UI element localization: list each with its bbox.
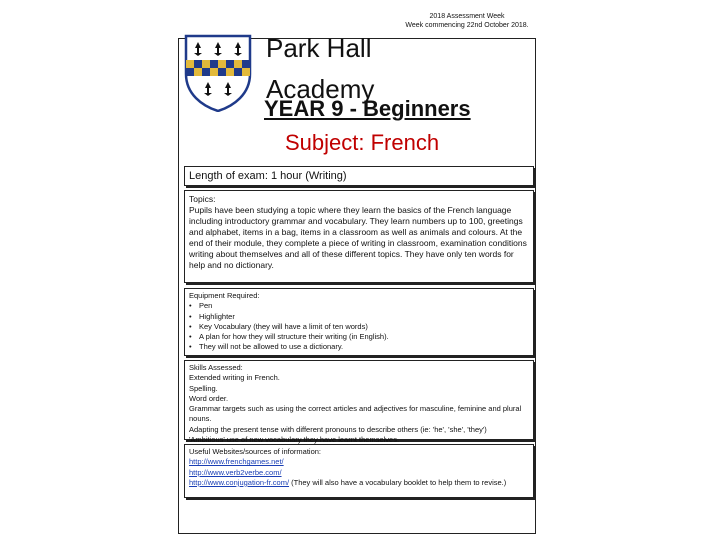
topics-heading: Topics: <box>189 194 216 204</box>
assessment-date-line: Week commencing 22nd October 2018. <box>405 22 529 29</box>
school-name-line1: Park Hall <box>266 33 372 63</box>
websites-box <box>184 444 534 498</box>
skills-box <box>184 360 534 445</box>
list-item: • A plan for how they will structure their writing (in English). <box>189 332 529 342</box>
equipment-list <box>189 301 529 352</box>
skills-line: Adapting the present tense with different pronouns to describe others (ie: 'he', 'she', 'they') <box>189 424 487 434</box>
list-item: • Key Vocabulary (they will have a limit of ten words) <box>189 322 529 332</box>
exam-length-box <box>184 166 534 186</box>
skills-line: Grammar targets such as using the correct articles and adjectives for masculine, feminine and plural nouns. <box>189 404 522 424</box>
exam-length-text: Length of exam: 1 hour (Writing) <box>189 170 347 182</box>
skills-line: Spelling. <box>189 383 218 393</box>
topics-box <box>184 190 534 283</box>
skills-heading: Skills Assessed: <box>189 363 243 372</box>
website-link-frenchgames[interactable]: http://www.frenchgames.net/ <box>189 457 284 467</box>
topics-body: Pupils have been studying a topic where they learn the basics of the French language including introductory grammar and vocabulary. They learn numbers up to 100, greetings and alphabet, items in a bag, items in a classroom as well as animals and colours. At the end of their module, they complete a piece of writing in classroom, examination conditions writing about themselves and all of these different topics. They have only ten words for help and no dictionary. <box>189 205 527 270</box>
assessment-week-note <box>400 12 534 30</box>
subject-title: Subject: French <box>285 130 440 155</box>
list-item: • Pen <box>189 301 529 311</box>
list-item: • They will not be allowed to use a dictionary. <box>189 342 529 352</box>
assessment-line: 2018 Assessment Week <box>429 13 505 20</box>
skills-line: Extended writing in French. <box>189 373 280 383</box>
website-link-conjugation[interactable]: http://www.conjugation-fr.com/ <box>189 477 290 487</box>
equipment-heading: Equipment Required: <box>189 291 260 300</box>
school-name-line2: Academy <box>266 74 375 104</box>
year-title: YEAR 9 - Beginners <box>264 96 471 121</box>
school-crest-icon <box>184 34 252 112</box>
equipment-box <box>184 288 534 356</box>
websites-note: (They will also have a vocabulary booklet to help them to revise.) <box>291 477 507 487</box>
skills-line: Word order. <box>189 393 229 403</box>
website-link-verb2verbe[interactable]: http://www.verb2verbe.com/ <box>189 467 282 477</box>
skills-line: 'Ambitious' use of new vocabulary they have learnt themselves. <box>189 435 400 445</box>
websites-heading: Useful Websites/sources of information: <box>189 447 322 456</box>
list-item: • Highlighter <box>189 312 529 322</box>
